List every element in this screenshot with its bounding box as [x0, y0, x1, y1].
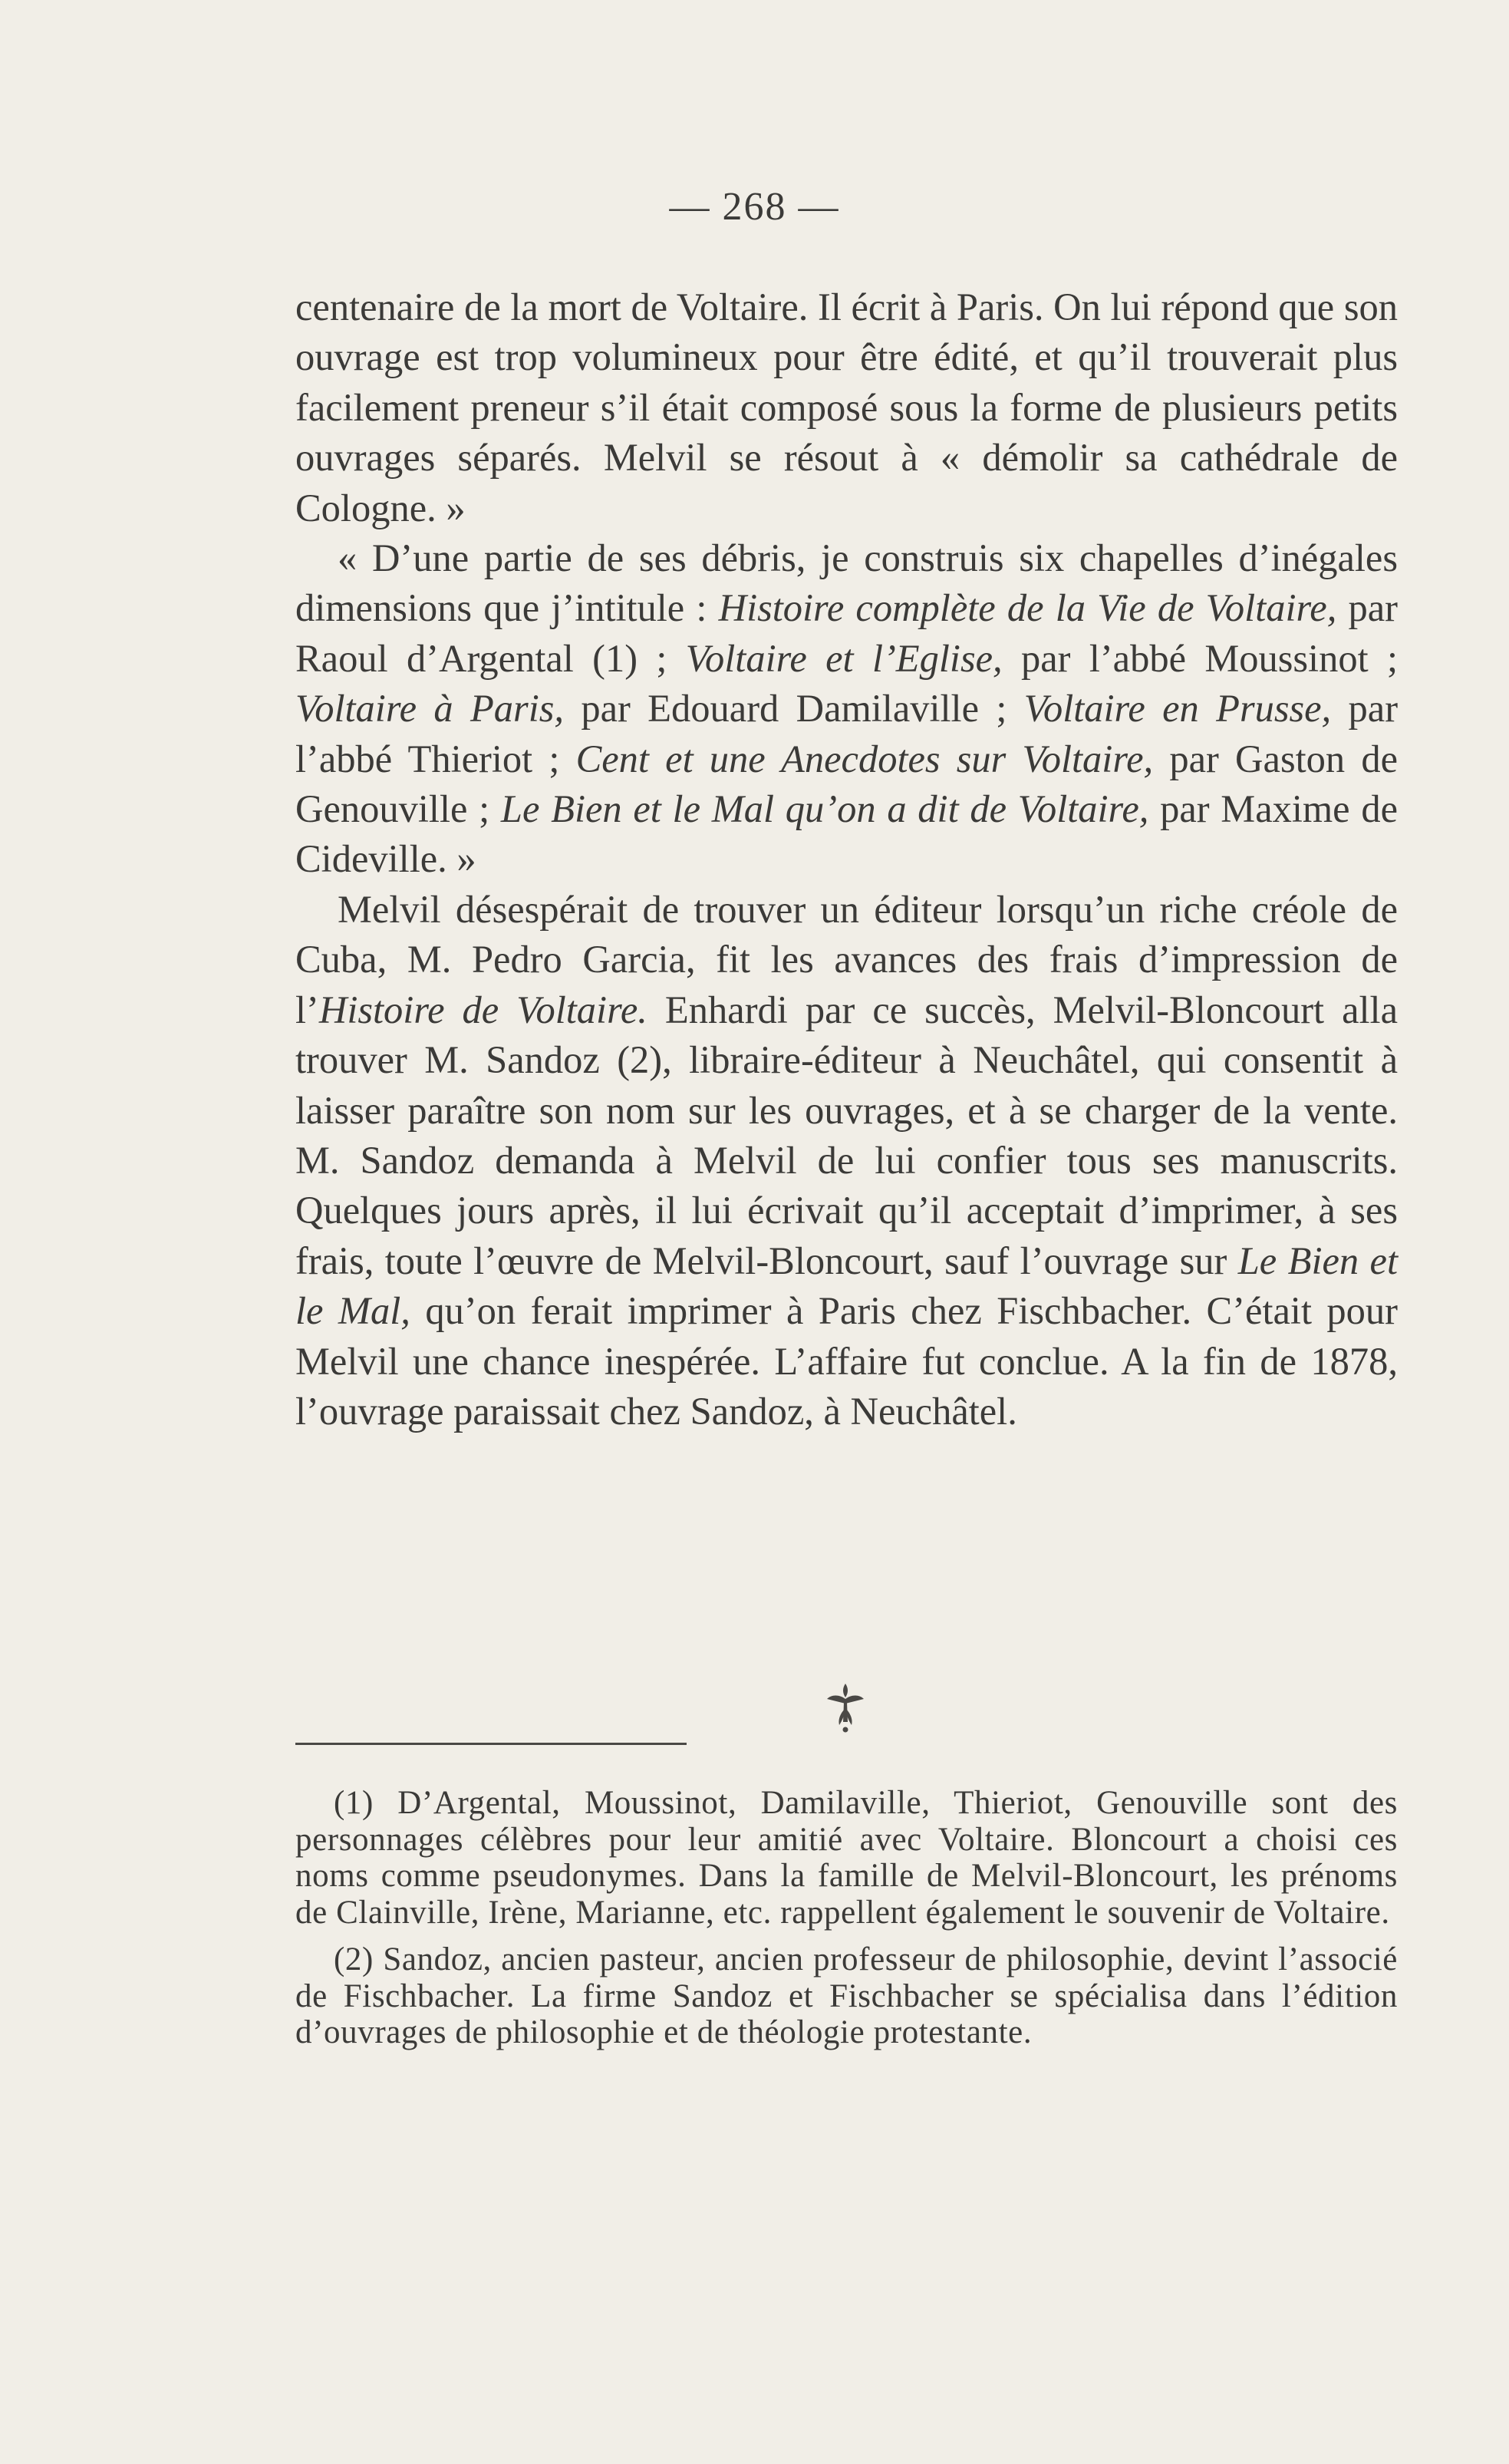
book-title: Histoire de Voltaire.: [318, 988, 647, 1031]
footnote-2: (2) Sandoz, ancien pasteur, ancien professeur de philosophie, devint l’associé de Fischbacher. La firme Sandoz et Fischbacher se spécialisa dans l’édition d’ouvrages de philosophie et de théologie protestante.: [295, 1941, 1398, 2050]
text-span: Enhardi par ce succès, Melvil-Bloncourt alla trouver M. Sandoz (2), libraire-éditeur à Neuchâtel, qui consentit à laisser paraître son nom sur les ouvrages, et à se charger de la vente. M. Sandoz demanda à Melvil de lui confier tous ses manuscrits. Quelques jours après, il lui écrivait qu’il acceptait d’imprimer, à ses frais, toute l’œuvre de Melvil-Bloncourt, sauf l’ouvrage sur: [295, 988, 1399, 1282]
paragraph-2: [295, 533, 1398, 885]
text-span: qu’on ferait imprimer à Paris chez Fischbacher. C’était pour Melvil une chance inespérée. L’affaire fut conclue. A la fin de 1878, l’ouvrage paraissait chez Sandoz, à Neuchâtel.: [295, 1289, 1398, 1433]
text-span: par Gaston de Genouville ;: [295, 737, 1398, 831]
footnotes: [295, 1785, 1398, 2051]
text-span: par Edouard Damilaville ;: [564, 687, 1024, 731]
paragraph-3: [295, 885, 1398, 1437]
text-span: par Maxime de Cideville. »: [295, 787, 1398, 881]
book-title: Cent et une Anecdotes sur Voltaire,: [575, 737, 1154, 780]
book-title: Le Bien et le Mal,: [295, 1239, 1398, 1333]
text-span: « D’une partie de ses débris, je construis six chapelles d’inégales dimensions que j’intitule :: [295, 536, 1398, 630]
book-title: Voltaire à Paris,: [295, 687, 565, 731]
paragraph-1: centenaire de la mort de Voltaire. Il écrit à Paris. On lui répond que son ouvrage est trop volumineux pour être édité, et qu’il trouverait plus facilement preneur s’il était composé sous la forme de plusieurs petits ouvrages séparés. Melvil se résout à « démolir sa cathédrale de Cologne. »: [295, 285, 1398, 529]
text-span: par Raoul d’Argental (1) ;: [295, 586, 1398, 680]
book-title: Le Bien et le Mal qu’on a dit de Voltaire,: [500, 787, 1149, 831]
text-span: par l’abbé Thieriot ;: [295, 687, 1399, 780]
book-title: Histoire complète de la Vie de Voltaire,: [718, 586, 1337, 630]
book-title: Voltaire en Prusse,: [1023, 687, 1332, 731]
page-number: — 268 —: [669, 185, 840, 229]
body-text: [295, 282, 1398, 1437]
book-title: Voltaire et l’Eglise,: [685, 636, 1003, 680]
footnote-rule: [295, 1743, 687, 1745]
text-span: par l’abbé Moussinot ;: [1002, 636, 1398, 680]
text-span: Melvil désespérait de trouver un éditeur lorsqu’un riche créole de Cuba, M. Pedro Garcia, fit les avances des frais d’impression de l’: [295, 887, 1398, 1031]
footnote-1: (1) D’Argental, Moussinot, Damilaville, Thieriot, Genouville sont des personnages célèbres pour leur amitié avec Voltaire. Bloncourt a choisi ces noms comme pseudonymes. Dans la famille de Melvil-Bloncourt, les prénoms de Clainville, Irène, Marianne, etc. rappellent également le souvenir de Voltaire.: [295, 1785, 1398, 1931]
fleur-ornament-icon: [815, 1677, 876, 1739]
